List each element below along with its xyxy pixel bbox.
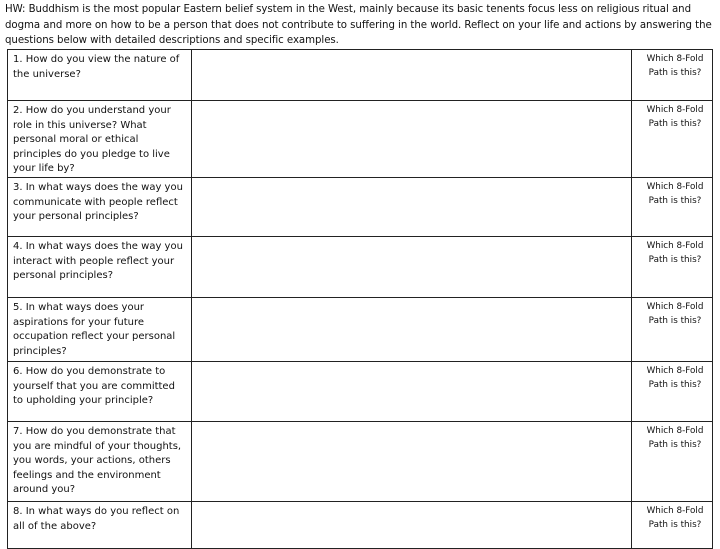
path-cell[interactable]	[632, 177, 713, 236]
path-cell[interactable]	[632, 361, 713, 421]
question-row	[8, 236, 713, 297]
path-cell[interactable]	[632, 50, 713, 101]
answer-box[interactable]	[192, 421, 632, 501]
question-text: 4. In what ways does the way you interact with people reflect your personal principles?	[8, 236, 192, 297]
question-text: 8. In what ways do you reflect on all of the above?	[8, 501, 192, 548]
path-label: Which 8-Fold Path is this?	[646, 425, 704, 450]
path-cell[interactable]	[632, 421, 713, 501]
path-label: Which 8-Fold Path is this?	[646, 505, 704, 530]
question-row	[8, 101, 713, 178]
path-cell[interactable]	[632, 101, 713, 178]
path-label: Which 8-Fold Path is this?	[646, 54, 704, 78]
assignment-intro: HW: Buddhism is the most popular Eastern belief system in the West, mainly because its basic tenents focus less on religious ritual and dogma and more on how to be a person that does not contribute to suffering in the world. Reflect on your life and actions by answering the questions below with detailed descriptions and specific examples.	[5, 4, 712, 46]
path-cell[interactable]	[632, 501, 713, 548]
path-cell[interactable]	[632, 236, 713, 297]
answer-box[interactable]	[192, 297, 632, 361]
question-text: 6. How do you demonstrate to yourself that you are committed to upholding your principle?	[8, 361, 192, 421]
answer-box[interactable]	[192, 50, 632, 101]
question-row	[8, 50, 713, 101]
path-label: Which 8-Fold Path is this?	[646, 365, 704, 390]
question-row	[8, 361, 713, 421]
questions-table	[7, 49, 713, 549]
path-label: Which 8-Fold Path is this?	[646, 240, 704, 265]
path-label: Which 8-Fold Path is this?	[646, 105, 704, 129]
answer-box[interactable]	[192, 236, 632, 297]
answer-box[interactable]	[192, 501, 632, 548]
answer-box[interactable]	[192, 177, 632, 236]
question-text: 1. How do you view the nature of the universe?	[8, 50, 192, 101]
question-row	[8, 177, 713, 236]
answer-box[interactable]	[192, 101, 632, 178]
answer-box[interactable]	[192, 361, 632, 421]
question-row	[8, 501, 713, 548]
path-label: Which 8-Fold Path is this?	[646, 301, 704, 326]
path-cell[interactable]	[632, 297, 713, 361]
question-text: 7. How do you demonstrate that you are mindful of your thoughts, you words, your actions, others feelings and the environment around you?	[8, 421, 192, 501]
question-text: 5. In what ways does your aspirations for your future occupation reflect your personal principles?	[8, 297, 192, 361]
question-text: 3. In what ways does the way you communicate with people reflect your personal principles?	[8, 177, 192, 236]
question-text: 2. How do you understand your role in this universe? What personal moral or ethical principles do you pledge to live your life by?	[8, 101, 192, 178]
path-label: Which 8-Fold Path is this?	[646, 181, 704, 206]
question-row	[8, 297, 713, 361]
question-row	[8, 421, 713, 501]
